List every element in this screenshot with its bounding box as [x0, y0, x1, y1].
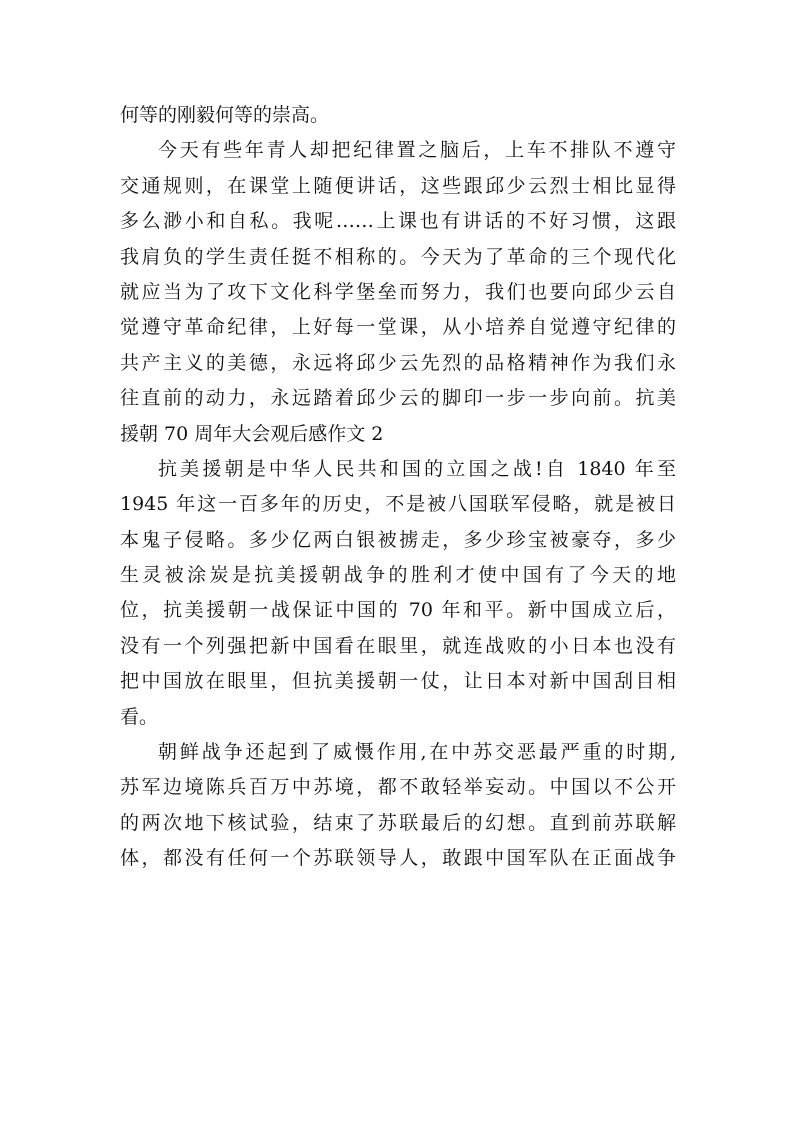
body-text [120, 98, 676, 877]
text-line: 就应当为了攻下文化科学堡垒而努力，我们也要向邱少云自 [120, 280, 676, 303]
text-line: 交通规则，在课堂上随便讲话，这些跟邱少云烈士相比显得 [120, 174, 676, 197]
text-line: 把中国放在眼里，但抗美援朝一仗，让日本对新中国刮目相 [120, 670, 676, 693]
text-line: 共产主义的美德，永远将邱少云先烈的品格精神作为我们永 [120, 351, 676, 374]
paragraph-start-line: 朝鲜战争还起到了威慑作用,在中苏交恶最严重的时期, [158, 741, 676, 764]
text-line: 体，都没有任何一个苏联领导人，敢跟中国军队在正面战争 [120, 847, 676, 870]
text-line: 的两次地下核试验，结束了苏联最后的幻想。直到前苏联解 [120, 811, 676, 834]
paragraph-start-line: 今天有些年青人却把纪律置之脑后，上车不排队不遵守 [158, 139, 676, 162]
text-line: 本鬼子侵略。多少亿两白银被掳走，多少珍宝被豪夺，多少 [120, 528, 676, 551]
text-line: 何等的刚毅何等的崇高。 [120, 104, 330, 126]
text-line: 没有一个列强把新中国看在眼里，就连战败的小日本也没有 [120, 634, 676, 657]
text-line: 多么渺小和自私。我呢……上课也有讲话的不好习惯，这跟 [120, 210, 676, 233]
text-line: 1945 年这一百多年的历史，不是被八国联军侵略，就是被日 [120, 493, 676, 516]
text-line: 位，抗美援朝一战保证中国的 70 年和平。新中国成立后， [120, 599, 676, 622]
paragraph-start-line: 抗美援朝是中华人民共和国的立国之战!自 1840 年至 [158, 457, 676, 480]
text-line: 觉遵守革命纪律，上好每一堂课，从小培养自觉遵守纪律的 [120, 316, 676, 339]
text-line: 我肩负的学生责任挺不相称的。今天为了革命的三个现代化 [120, 245, 676, 268]
section-title-line: 援朝 70 周年大会观后感作文 2 [120, 422, 384, 445]
text-line: 苏军边境陈兵百万中苏境，都不敢轻举妄动。中国以不公开 [120, 776, 676, 799]
text-line: 看。 [120, 705, 159, 728]
text-line: 往直前的动力，永远踏着邱少云的脚印一步一步向前。抗美 [120, 387, 676, 410]
text-line: 生灵被涂炭是抗美援朝战争的胜利才使中国有了今天的地 [120, 564, 676, 587]
